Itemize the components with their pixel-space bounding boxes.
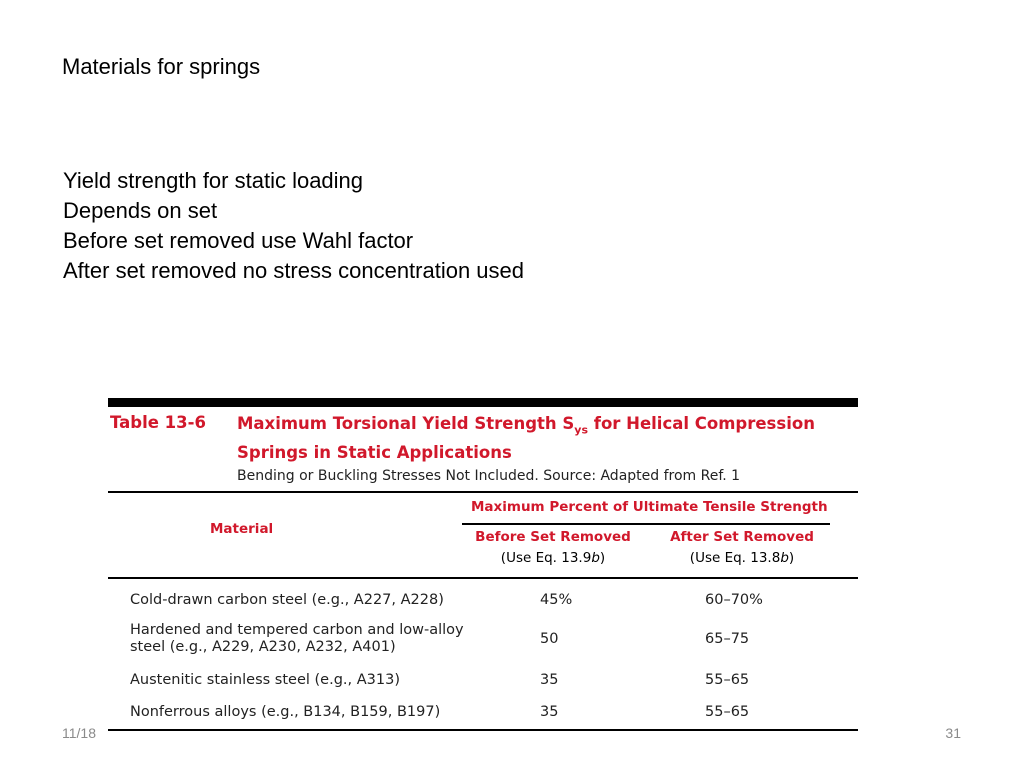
table-row: [108, 669, 858, 691]
cell-before: 45%: [540, 592, 573, 608]
cell-before: 50: [540, 631, 559, 647]
table-number: Table 13-6: [110, 413, 206, 432]
cell-material: Hardened and tempered carbon and low-alloy steel (e.g., A229, A230, A232, A401): [130, 622, 464, 655]
table-body: [108, 579, 858, 727]
header-group-rule: [462, 523, 830, 525]
bullet-item: Before set removed use Wahl factor: [63, 228, 414, 253]
subscript: ys: [574, 423, 589, 437]
page-number: 31: [945, 725, 961, 741]
table-bottom-rule: [108, 729, 858, 731]
bullet-list: [63, 166, 524, 286]
table-row: [108, 619, 858, 659]
cell-after: 55–65: [705, 704, 750, 720]
table-caption: [108, 407, 858, 491]
bullet-item: Depends on set: [63, 198, 218, 223]
cell-after: 60–70%: [705, 592, 763, 608]
table-note: Bending or Buckling Stresses Not Included. Source: Adapted from Ref. 1: [237, 468, 741, 485]
cell-material: Nonferrous alloys (e.g., B134, B159, B197): [130, 703, 441, 720]
header-after-set: After Set Removed (Use Eq. 13.8b): [670, 529, 814, 566]
table-title: Maximum Torsional Yield Strength $S_{ys}$ for Helical Compression Springs in Static Applications: [237, 414, 815, 463]
cell-before: 35: [540, 672, 559, 688]
cell-material: Austenitic stainless steel (e.g., A313): [130, 671, 400, 688]
table-row: [108, 701, 858, 723]
bullet-item: Yield strength for static loading: [63, 168, 364, 193]
slide-title: Materials for springs: [62, 54, 261, 79]
cell-material: Cold-drawn carbon steel (e.g., A227, A228): [130, 591, 444, 608]
table-row: [108, 589, 858, 611]
header-material: Material: [210, 521, 274, 537]
table-top-rule: [108, 398, 858, 407]
table-header: [108, 493, 858, 577]
cell-after: 65–75: [705, 631, 750, 647]
bullet-item: After set removed no stress concentration used: [63, 258, 525, 283]
header-group: Maximum Percent of Ultimate Tensile Strength: [471, 499, 828, 515]
header-before-set: Before Set Removed (Use Eq. 13.9b): [475, 529, 631, 566]
table-figure: [108, 398, 858, 731]
cell-before: 35: [540, 704, 559, 720]
footer-date: 11/18: [62, 725, 96, 741]
cell-after: 55–65: [705, 672, 750, 688]
